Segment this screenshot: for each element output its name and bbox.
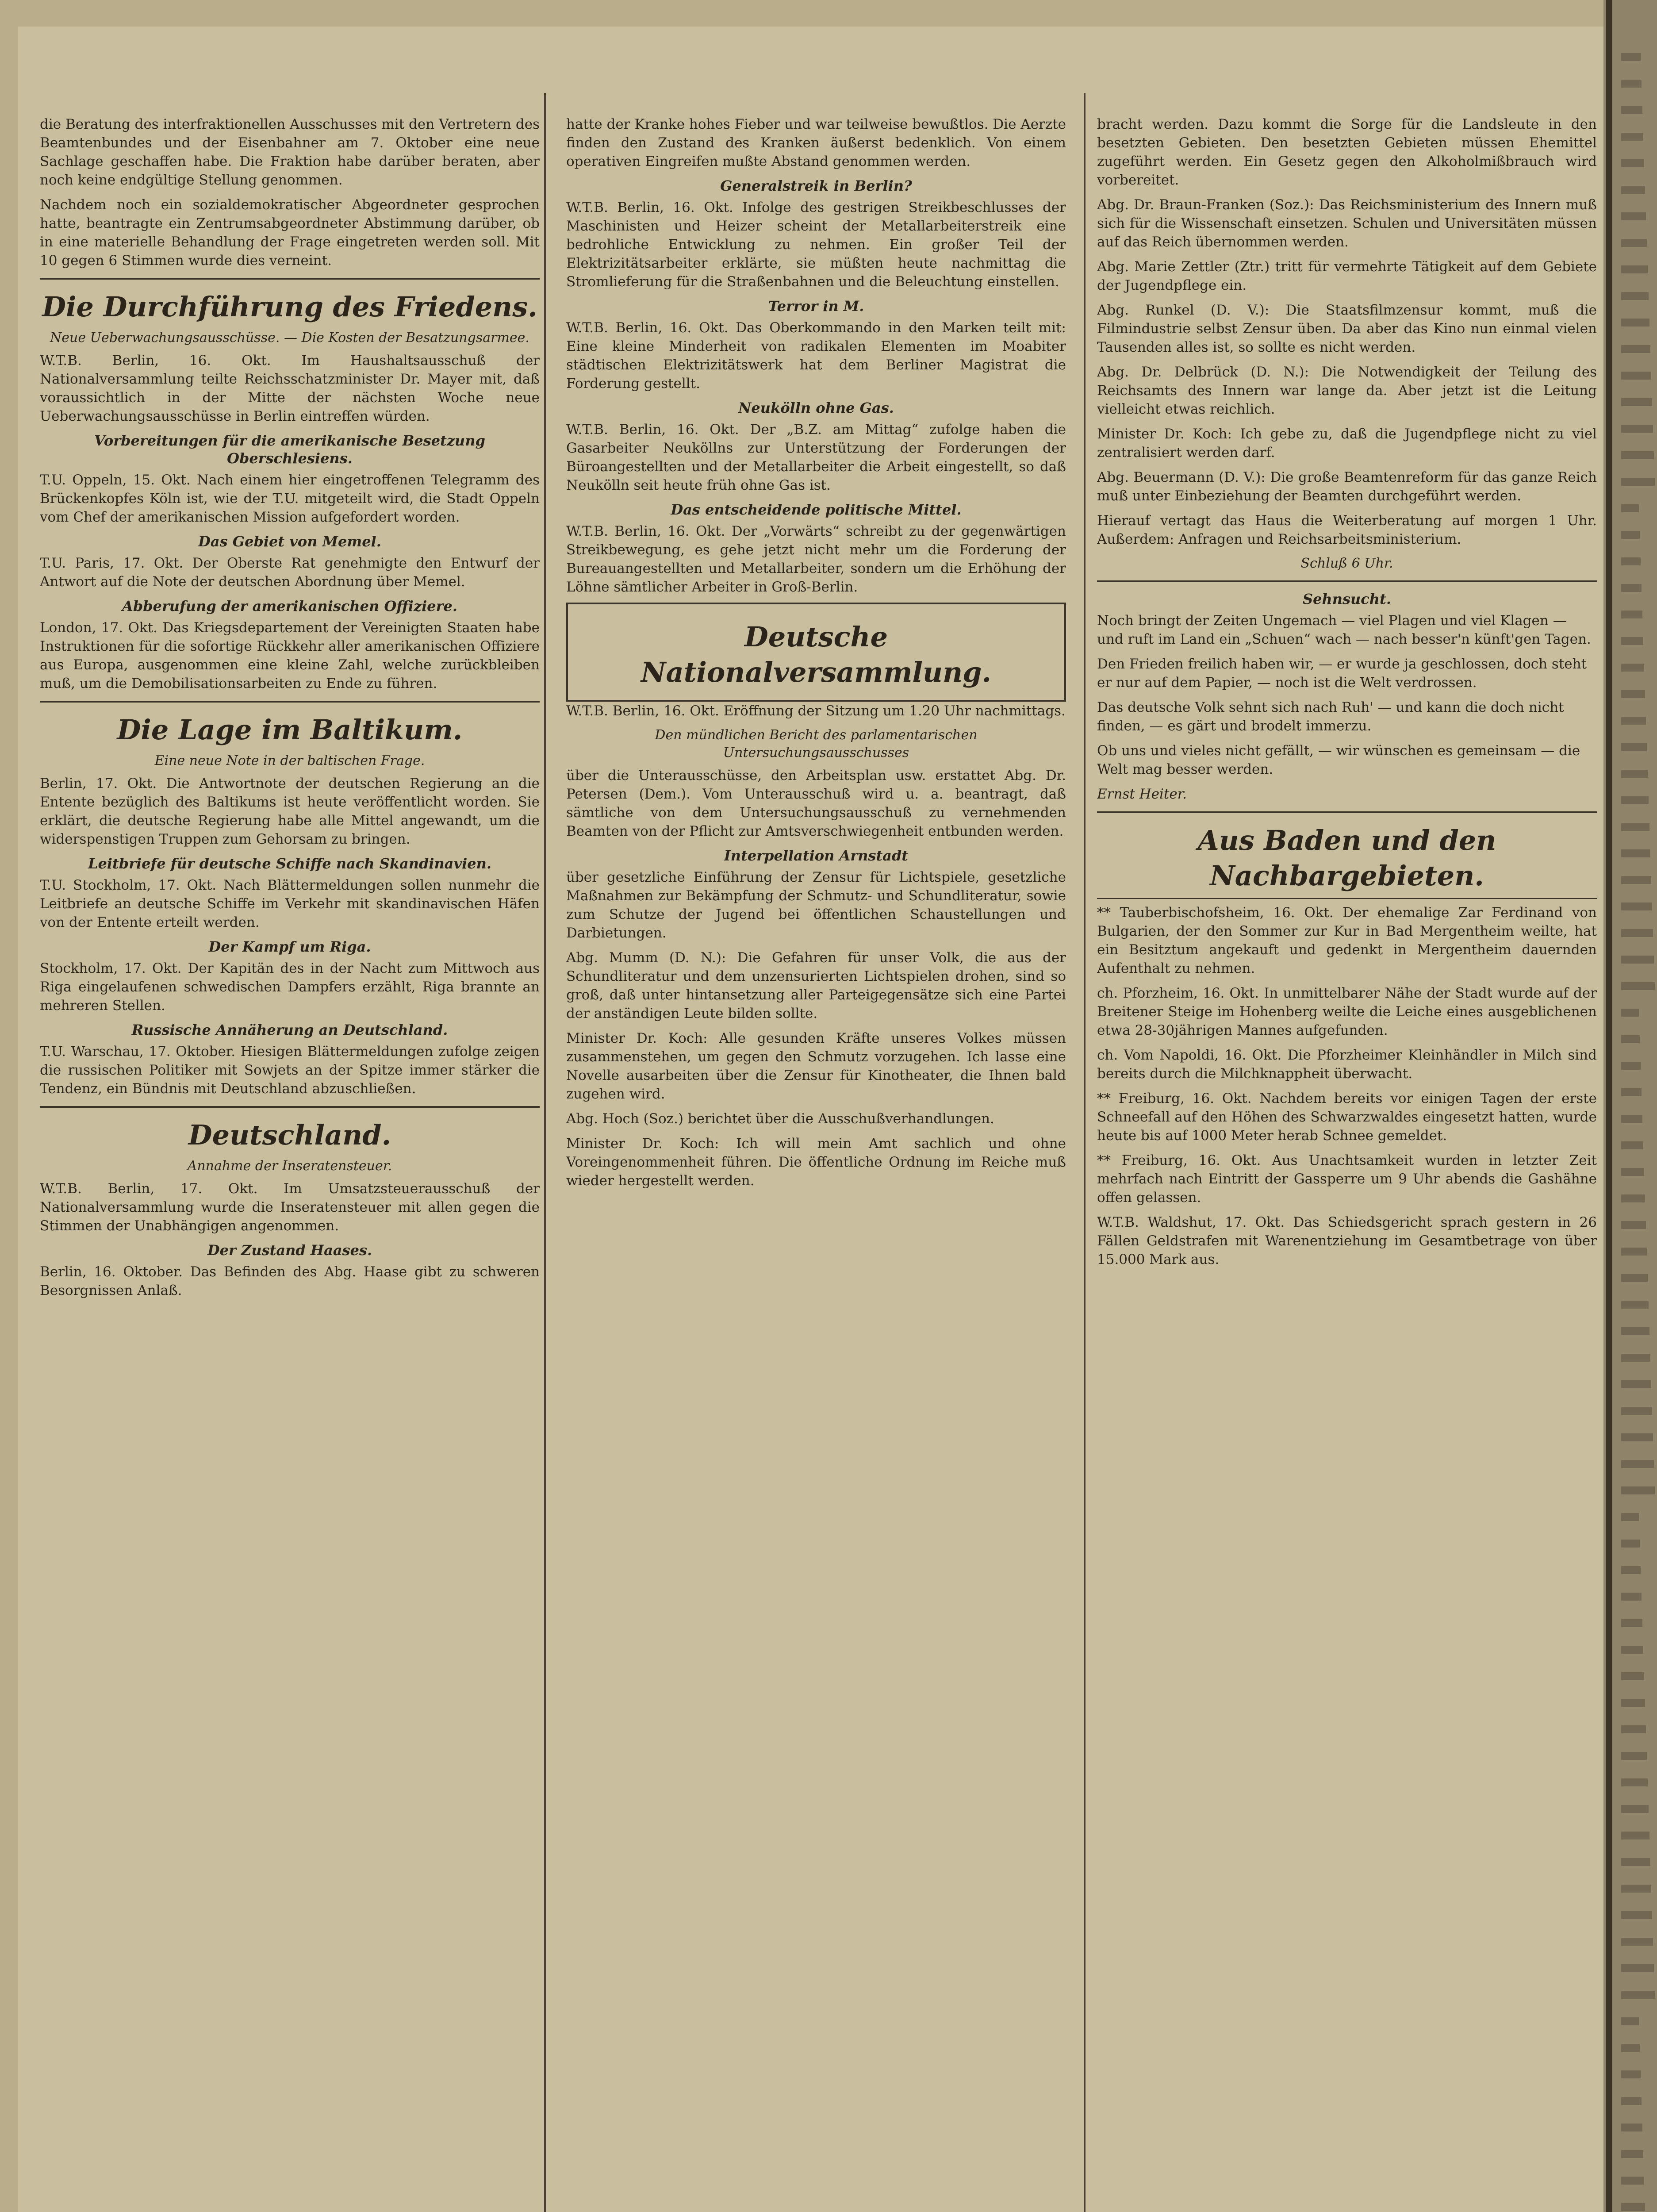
edge-text-fragment (1621, 823, 1649, 831)
divider (40, 278, 540, 280)
edge-text-fragment (1621, 1832, 1649, 1839)
edge-text-fragment (1621, 796, 1649, 804)
section-heading: Terror in M. (768, 298, 864, 315)
edge-text-fragment (1621, 956, 1654, 964)
poem-stanza: Ob uns und vieles nicht gefällt, — wir wünschen es gemeinsam — die Welt mag besser werden. (1097, 743, 1580, 777)
edge-text-fragment (1621, 319, 1649, 326)
edge-text-fragment (1621, 1725, 1646, 1733)
edge-text-fragment (1621, 292, 1649, 300)
article-text: ** Freiburg, 16. Okt. Aus Unachtsamkeit wurden in letzter Zeit mehrfach nach Eintritt der Gassperre um 9 Uhr abends die Gashähne offen gelassen. (1097, 1152, 1597, 1206)
edge-text-fragment (1621, 1433, 1653, 1441)
edge-text-fragment (1621, 1194, 1645, 1202)
article-text: Minister Dr. Koch: Alle gesunden Kräfte unseres Volkes müssen zusammenstehen, um gegen den Schmutz vorzugehen. Ich lasse eine Novelle ausarbeiten über die Zensur für Kinotheater, die Ihnen bald zugehen wird. (566, 1030, 1066, 1102)
headline: Aus Baden und den Nachbargebieten. (1197, 824, 1496, 892)
column-rule (544, 93, 546, 2212)
headline: Deutsche Nationalversammlung. (641, 621, 992, 688)
edge-text-fragment (1621, 1805, 1649, 1813)
column-right (1097, 115, 1597, 2212)
edge-text-fragment (1621, 1115, 1642, 1123)
edge-text-fragment (1621, 478, 1655, 486)
edge-text-fragment (1621, 1964, 1654, 1972)
edge-text-fragment (1621, 212, 1646, 220)
article-text: W.T.B. Berlin, 16. Okt. Eröffnung der Sitzung um 1.20 Uhr nachmittags. (566, 703, 1066, 719)
divider (1097, 811, 1597, 813)
column-middle (566, 115, 1066, 2212)
edge-text-fragment (1621, 584, 1642, 592)
section-heading: Vorbereitungen für die amerikanische Besetzung Oberschlesiens. (94, 432, 485, 467)
edge-text-fragment (1621, 929, 1653, 937)
page-fold (1606, 0, 1612, 2212)
article-text: bracht werden. Dazu kommt die Sorge für die Landsleute in den besetzten Gebieten. Den besetzten Gebieten müssen Ehemittel zugeführt werden. Ein Gesetz gegen den Alkoholmißbrauch wird vorbereitet. (1097, 116, 1597, 188)
article-text: T.U. Warschau, 17. Oktober. Hiesigen Blättermeldungen zufolge zeigen die russischen Politiker mit Sowjets an der Spitze immer stärker die Tendenz, ein Bündnis mit Deutschland abzuschließen. (40, 1044, 540, 1097)
article-text: W.T.B. Berlin, 16. Okt. Der „Vorwärts“ schreibt zu der gegenwärtigen Streikbewegung, es gehe jetzt nicht mehr um die Forderung der Bureauangestellten und Metallarbeiter, sondern um die Erhöhung der Löhne sämtlicher Arbeiter in Groß-Berlin. (566, 523, 1066, 595)
edge-text-fragment (1621, 1248, 1647, 1256)
edge-text-fragment (1621, 1566, 1641, 1574)
article-text: Minister Dr. Koch: Ich gebe zu, daß die Jugendpflege nicht zu viel zentralisiert werden darf. (1097, 426, 1597, 461)
section-heading: Das Gebiet von Memel. (198, 533, 381, 550)
article-text: W.T.B. Berlin, 17. Okt. Im Umsatzsteuerausschuß der Nationalversammlung wurde die Inseratensteuer mit allen gegen die Stimmen der Unabhängigen angenommen. (40, 1181, 540, 1234)
edge-text-fragment (1621, 1672, 1644, 1680)
edge-text-fragment (1621, 1619, 1642, 1627)
edge-text-fragment (1621, 2150, 1643, 2158)
edge-text-fragment (1621, 1540, 1640, 1548)
article-text: Abg. Beuermann (D. V.): Die große Beamtenreform für das ganze Reich muß unter Einbeziehung der Beamten durchgeführt werden. (1097, 469, 1597, 504)
section-heading: Interpellation Arnstadt (724, 847, 909, 864)
edge-text-fragment (1621, 1486, 1655, 1494)
edge-text-fragment (1621, 902, 1652, 910)
poem-title: Sehnsucht. (1303, 591, 1391, 607)
edge-text-fragment (1621, 106, 1642, 114)
section-heading: Neukölln ohne Gas. (738, 399, 894, 416)
edge-text-fragment (1621, 133, 1643, 141)
edge-text-fragment (1621, 1274, 1648, 1282)
divider (40, 1106, 540, 1108)
edge-text-fragment (1621, 743, 1647, 751)
poem-stanza: Den Frieden freilich haben wir, — er wurde ja geschlossen, doch steht er nur auf dem Papier, — noch ist die Welt verdrossen. (1097, 656, 1587, 691)
edge-text-fragment (1621, 1035, 1640, 1043)
edge-text-fragment (1621, 2097, 1642, 2105)
edge-text-fragment (1621, 398, 1652, 406)
poem-stanza: Noch bringt der Zeiten Ungemach — viel Plagen und viel Klagen — und ruft im Land ein „Schuen“ wach — nach besser'n künft'gen Tagen. (1097, 613, 1591, 647)
edge-text-fragment (1621, 265, 1648, 273)
edge-text-fragment (1621, 637, 1643, 645)
article-text: Berlin, 16. Oktober. Das Befinden des Abg. Haase gibt zu schweren Besorgnissen Anlaß. (40, 1264, 540, 1298)
edge-text-fragment (1621, 1991, 1655, 1999)
article-text: Nachdem noch ein sozialdemokratischer Abgeordneter gesprochen hatte, beantragte ein Zentrumsabgeordneter Abstimmung darüber, ob in eine materielle Behandlung der Frage eingetreten werden soll. Mit 10 gegen 6 Stimmen wurde dies verneint. (40, 197, 540, 269)
article-text: Hierauf vertagt das Haus die Weiterberatung auf morgen 1 Uhr. Außerdem: Anfragen und Reichsarbeitsministerium. (1097, 513, 1597, 547)
article-text: W.T.B. Waldshut, 17. Okt. Das Schiedsgericht sprach gestern in 26 Fällen Geldstrafen mit Warenentziehung im Gesamtbetrage von über 15.000 Mark aus. (1097, 1214, 1597, 1267)
adjacent-page-edge (1603, 0, 1657, 2212)
edge-text-fragment (1621, 1646, 1643, 1654)
subheadline: Neue Ueberwachungsausschüsse. — Die Kosten der Besatzungsarmee. (50, 330, 529, 346)
edge-text-fragment (1621, 53, 1641, 61)
article-text: London, 17. Okt. Das Kriegsdepartement der Vereinigten Staaten habe Instruktionen für die sofortige Rückkehr aller amerikanischen Offiziere aus Europa, ausgenommen eine kleine Zahl, welche zurückbleiben muß, um die Demobilisationsarbeiten zu Ende zu führen. (40, 620, 540, 691)
edge-text-fragment (1621, 159, 1644, 167)
divider (1097, 898, 1597, 899)
edge-text-fragment (1621, 531, 1640, 539)
newspaper-page (18, 27, 1603, 2212)
edge-text-fragment (1621, 372, 1651, 380)
article-text: Abg. Dr. Braun-Franken (Soz.): Das Reichsministerium des Innern muß sich für die Wissenschaft einsetzen. Schulen und Universitäten müssen auf das Reich übernommen werden. (1097, 197, 1597, 250)
edge-text-fragment (1621, 1513, 1639, 1521)
article-text: hatte der Kranke hohes Fieber und war teilweise bewußtlos. Die Aerzte finden den Zustand des Kranken äußerst bedenklich. Von einem operativen Eingreifen mußte Abstand genommen werden. (566, 116, 1066, 169)
edge-text-fragment (1621, 1593, 1642, 1601)
edge-text-fragment (1621, 876, 1651, 884)
edge-text-fragment (1621, 1354, 1650, 1362)
divider (40, 701, 540, 703)
headline: Die Lage im Baltikum. (117, 714, 463, 746)
edge-text-fragment (1621, 1885, 1651, 1893)
edge-text-fragment (1621, 664, 1644, 672)
edge-text-fragment (1621, 1778, 1648, 1786)
edge-text-fragment (1621, 1327, 1649, 1335)
session-close: Schluß 6 Uhr. (1300, 556, 1393, 571)
edge-text-fragment (1621, 982, 1655, 990)
article-text: W.T.B. Berlin, 16. Okt. Infolge des gestrigen Streikbeschlusses der Maschinisten und Heizer scheint der Metallarbeiterstreik eine bedrohliche Entwicklung zu nehmen. Ein großer Teil der Elektrizitätsarbeiter erklärte, sie müßten heute nachmittag die Stromlieferung für die Straßenbahnen und die Beleuchtung einstellen. (566, 200, 1066, 290)
edge-text-fragment (1621, 1858, 1650, 1866)
subheadline: Den mündlichen Bericht des parlamentarischen Untersuchungsausschusses (655, 727, 978, 760)
edge-text-fragment (1621, 1062, 1641, 1070)
edge-text-fragment (1621, 345, 1650, 353)
edge-text-fragment (1621, 239, 1647, 247)
edge-text-fragment (1621, 690, 1645, 698)
edge-text-fragment (1621, 1380, 1651, 1388)
edge-text-fragment (1621, 1938, 1653, 1946)
section-heading: Abberufung der amerikanischen Offiziere. (122, 598, 457, 614)
edge-text-fragment (1621, 611, 1642, 618)
edge-text-fragment (1621, 1168, 1644, 1176)
edge-text-fragment (1621, 2017, 1639, 2025)
edge-text-fragment (1621, 425, 1653, 433)
edge-text-fragment (1621, 1699, 1645, 1707)
article-text: ch. Vom Napoldi, 16. Okt. Die Pforzheimer Kleinhändler in Milch sind bereits durch die Milchknappheit überwacht. (1097, 1047, 1597, 1082)
column-rule (1084, 93, 1085, 2212)
section-heading: Der Kampf um Riga. (208, 938, 371, 955)
article-text: Stockholm, 17. Okt. Der Kapitän des in der Nacht zum Mittwoch aus Riga eingelaufenen schwedischen Dampfers erzählt, Riga brannte an mehreren Stellen. (40, 960, 540, 1014)
edge-text-fragment (1621, 1911, 1652, 1919)
edge-text-fragment (1621, 2044, 1640, 2052)
subheadline: Annahme der Inseratensteuer. (187, 1158, 392, 1174)
section-heading: Russische Annäherung an Deutschland. (131, 1022, 448, 1038)
section-heading: Das entscheidende politische Mittel. (671, 501, 962, 518)
article-text: W.T.B. Berlin, 16. Okt. Das Oberkommando in den Marken teilt mit: Eine kleine Minderheit von radikalen Elementen im Moabiter städtischen Elektrizitätswerk hat dem Berliner Magistrat die Forderung gestellt. (566, 320, 1066, 392)
edge-text-fragment (1621, 1009, 1639, 1017)
article-text: über die Unterausschüsse, den Arbeitsplan usw. erstattet Abg. Dr. Petersen (Dem.). Vom Unterausschuß wird u. a. beantragt, daß sämtliche von dem Untersuchungsausschuß zu vernehmenden Beamten von der Pflicht zur Amtsverschwiegenheit entbunden werden. (566, 768, 1066, 839)
subheadline: Eine neue Note in der baltischen Frage. (154, 753, 425, 768)
article-text: Abg. Marie Zettler (Ztr.) tritt für vermehrte Tätigkeit auf dem Gebiete der Jugendpflege ein. (1097, 259, 1597, 293)
edge-text-fragment (1621, 2124, 1642, 2131)
edge-text-fragment (1621, 849, 1650, 857)
section-heading: Leitbriefe für deutsche Schiffe nach Skandinavien. (88, 855, 492, 872)
article-text: W.T.B. Berlin, 16. Okt. Im Haushaltsausschuß der Nationalversammlung teilte Reichsschatzminister Dr. Mayer mit, daß voraussichtlich in der Mitte der nächsten Woche neue Ueberwachungsausschüsse in Berlin eintreffen würden. (40, 353, 540, 424)
section-box (566, 603, 1066, 702)
edge-text-fragment (1621, 1752, 1647, 1760)
section-heading: Generalstreik in Berlin? (720, 177, 912, 194)
article-text: T.U. Stockholm, 17. Okt. Nach Blättermeldungen sollen nunmehr die Leitbriefe an deutsche Schiffe im Verkehr mit skandinavischen Häfen von der Entente erteilt werden. (40, 877, 540, 930)
article-text: Abg. Hoch (Soz.) berichtet über die Ausschußverhandlungen. (566, 1111, 994, 1127)
article-text: ** Freiburg, 16. Okt. Nachdem bereits vor einigen Tagen der erste Schneefall auf den Höhen des Schwarzwaldes eingesetzt hatten, wurde heute bis auf 1000 Meter herab Schnee gemeldet. (1097, 1091, 1597, 1144)
edge-text-fragment (1621, 1460, 1654, 1468)
column-left (40, 115, 540, 2212)
article-text: Minister Dr. Koch: Ich will mein Amt sachlich und ohne Voreingenommenheit führen. Die öffentliche Ordnung im Reiche muß wieder hergestellt werden. (566, 1136, 1066, 1189)
edge-text-fragment (1621, 504, 1639, 512)
article-text: T.U. Paris, 17. Okt. Der Oberste Rat genehmigte den Entwurf der Antwort auf die Note der deutschen Abordnung über Memel. (40, 555, 540, 590)
article-text: Abg. Mumm (D. N.): Die Gefahren für unser Volk, die aus der Schundliteratur und dem unzensurierten Lichtspielen drohen, sind so groß, daß unter hintansetzung aller Parteigegensätze sich eine Partei der anständigen Leute bilden sollte. (566, 950, 1066, 1022)
edge-text-fragment (1621, 451, 1654, 459)
section-heading: Der Zustand Haases. (207, 1242, 372, 1259)
headline: Die Durchführung des Friedens. (42, 291, 537, 323)
edge-text-fragment (1621, 770, 1648, 778)
poem (1097, 590, 1597, 803)
edge-text-fragment (1621, 186, 1645, 194)
edge-text-fragment (1621, 2177, 1644, 2185)
edge-text-fragment (1621, 557, 1641, 565)
edge-text-fragment (1621, 80, 1642, 88)
article-text: die Beratung des interfraktionellen Ausschusses mit den Vertretern des Beamtenbundes und der Eisenbahner am 7. Oktober eine neue Sachlage geschaffen habe. Die Fraktion habe darüber beraten, aber noch keine endgültige Stellung genommen. (40, 116, 540, 188)
edge-text-fragment (1621, 717, 1646, 725)
edge-text-fragment (1621, 1221, 1646, 1229)
poem-author: Ernst Heiter. (1097, 786, 1187, 802)
edge-text-fragment (1621, 1088, 1642, 1096)
poem-stanza: Das deutsche Volk sehnt sich nach Ruh' — und kann die doch nicht finden, — es gärt und brodelt immerzu. (1097, 699, 1564, 734)
article-text: Abg. Runkel (D. V.): Die Staatsfilmzensur kommt, muß die Filmindustrie selbst Zensur üben. Da aber das Kino nun einmal vielen Tausenden alles ist, so sollte es nicht werden. (1097, 302, 1597, 355)
edge-text-fragment (1621, 2203, 1645, 2211)
article-text: Berlin, 17. Okt. Die Antwortnote der deutschen Regierung an die Entente bezüglich des Baltikums ist heute veröffentlicht worden. Sie erklärt, die deutsche Regierung habe alle Mittel angewandt, um die widerspenstigen Truppen zum Gehorsam zu bringen. (40, 776, 540, 847)
article-text: ** Tauberbischofsheim, 16. Okt. Der ehemalige Zar Ferdinand von Bulgarien, der den Sommer zur Kur in Bad Mergentheim weilte, hat ein Besitztum angekauft und gedenkt in Mergentheim dauernden Aufenthalt zu nehmen. (1097, 905, 1597, 976)
edge-text-fragment (1621, 2070, 1641, 2078)
edge-text-fragment (1621, 1301, 1649, 1309)
edge-text-fragment (1621, 1407, 1652, 1415)
article-text: über gesetzliche Einführung der Zensur für Lichtspiele, gesetzliche Maßnahmen zur Bekämpfung der Schmutz- und Schundliteratur, sowie zum Schutze der Jugend bei öffentlichen Schaustellungen und Darbietungen. (566, 869, 1066, 941)
article-text: ch. Pforzheim, 16. Okt. In unmittelbarer Nähe der Stadt wurde auf der Breitener Steige im Hohenberg weilte die Leiche eines ausgeblichenen etwa 28-30jährigen Mannes aufgefunden. (1097, 985, 1597, 1038)
article-text: W.T.B. Berlin, 16. Okt. Der „B.Z. am Mittag“ zufolge haben die Gasarbeiter Neuköllns zur Unterstützung der Forderungen der Büroangestellten und der Metallarbeiter die Arbeit eingestellt, so daß Neukölln seit heute früh ohne Gas ist. (566, 422, 1066, 493)
headline: Deutschland. (188, 1119, 391, 1151)
divider (1097, 580, 1597, 582)
article-text: Abg. Dr. Delbrück (D. N.): Die Notwendigkeit der Teilung des Reichsamts des Innern war lange da. Aber jetzt ist die Leitung vielleicht etwas reichlich. (1097, 364, 1597, 417)
edge-text-fragment (1621, 1141, 1643, 1149)
article-text: T.U. Oppeln, 15. Okt. Nach einem hier eingetroffenen Telegramm des Brückenkopfes Köln ist, wie der T.U. mitgeteilt wird, die Stadt Oppeln vom Chef der amerikanischen Mission aufgefordert worden. (40, 472, 540, 525)
